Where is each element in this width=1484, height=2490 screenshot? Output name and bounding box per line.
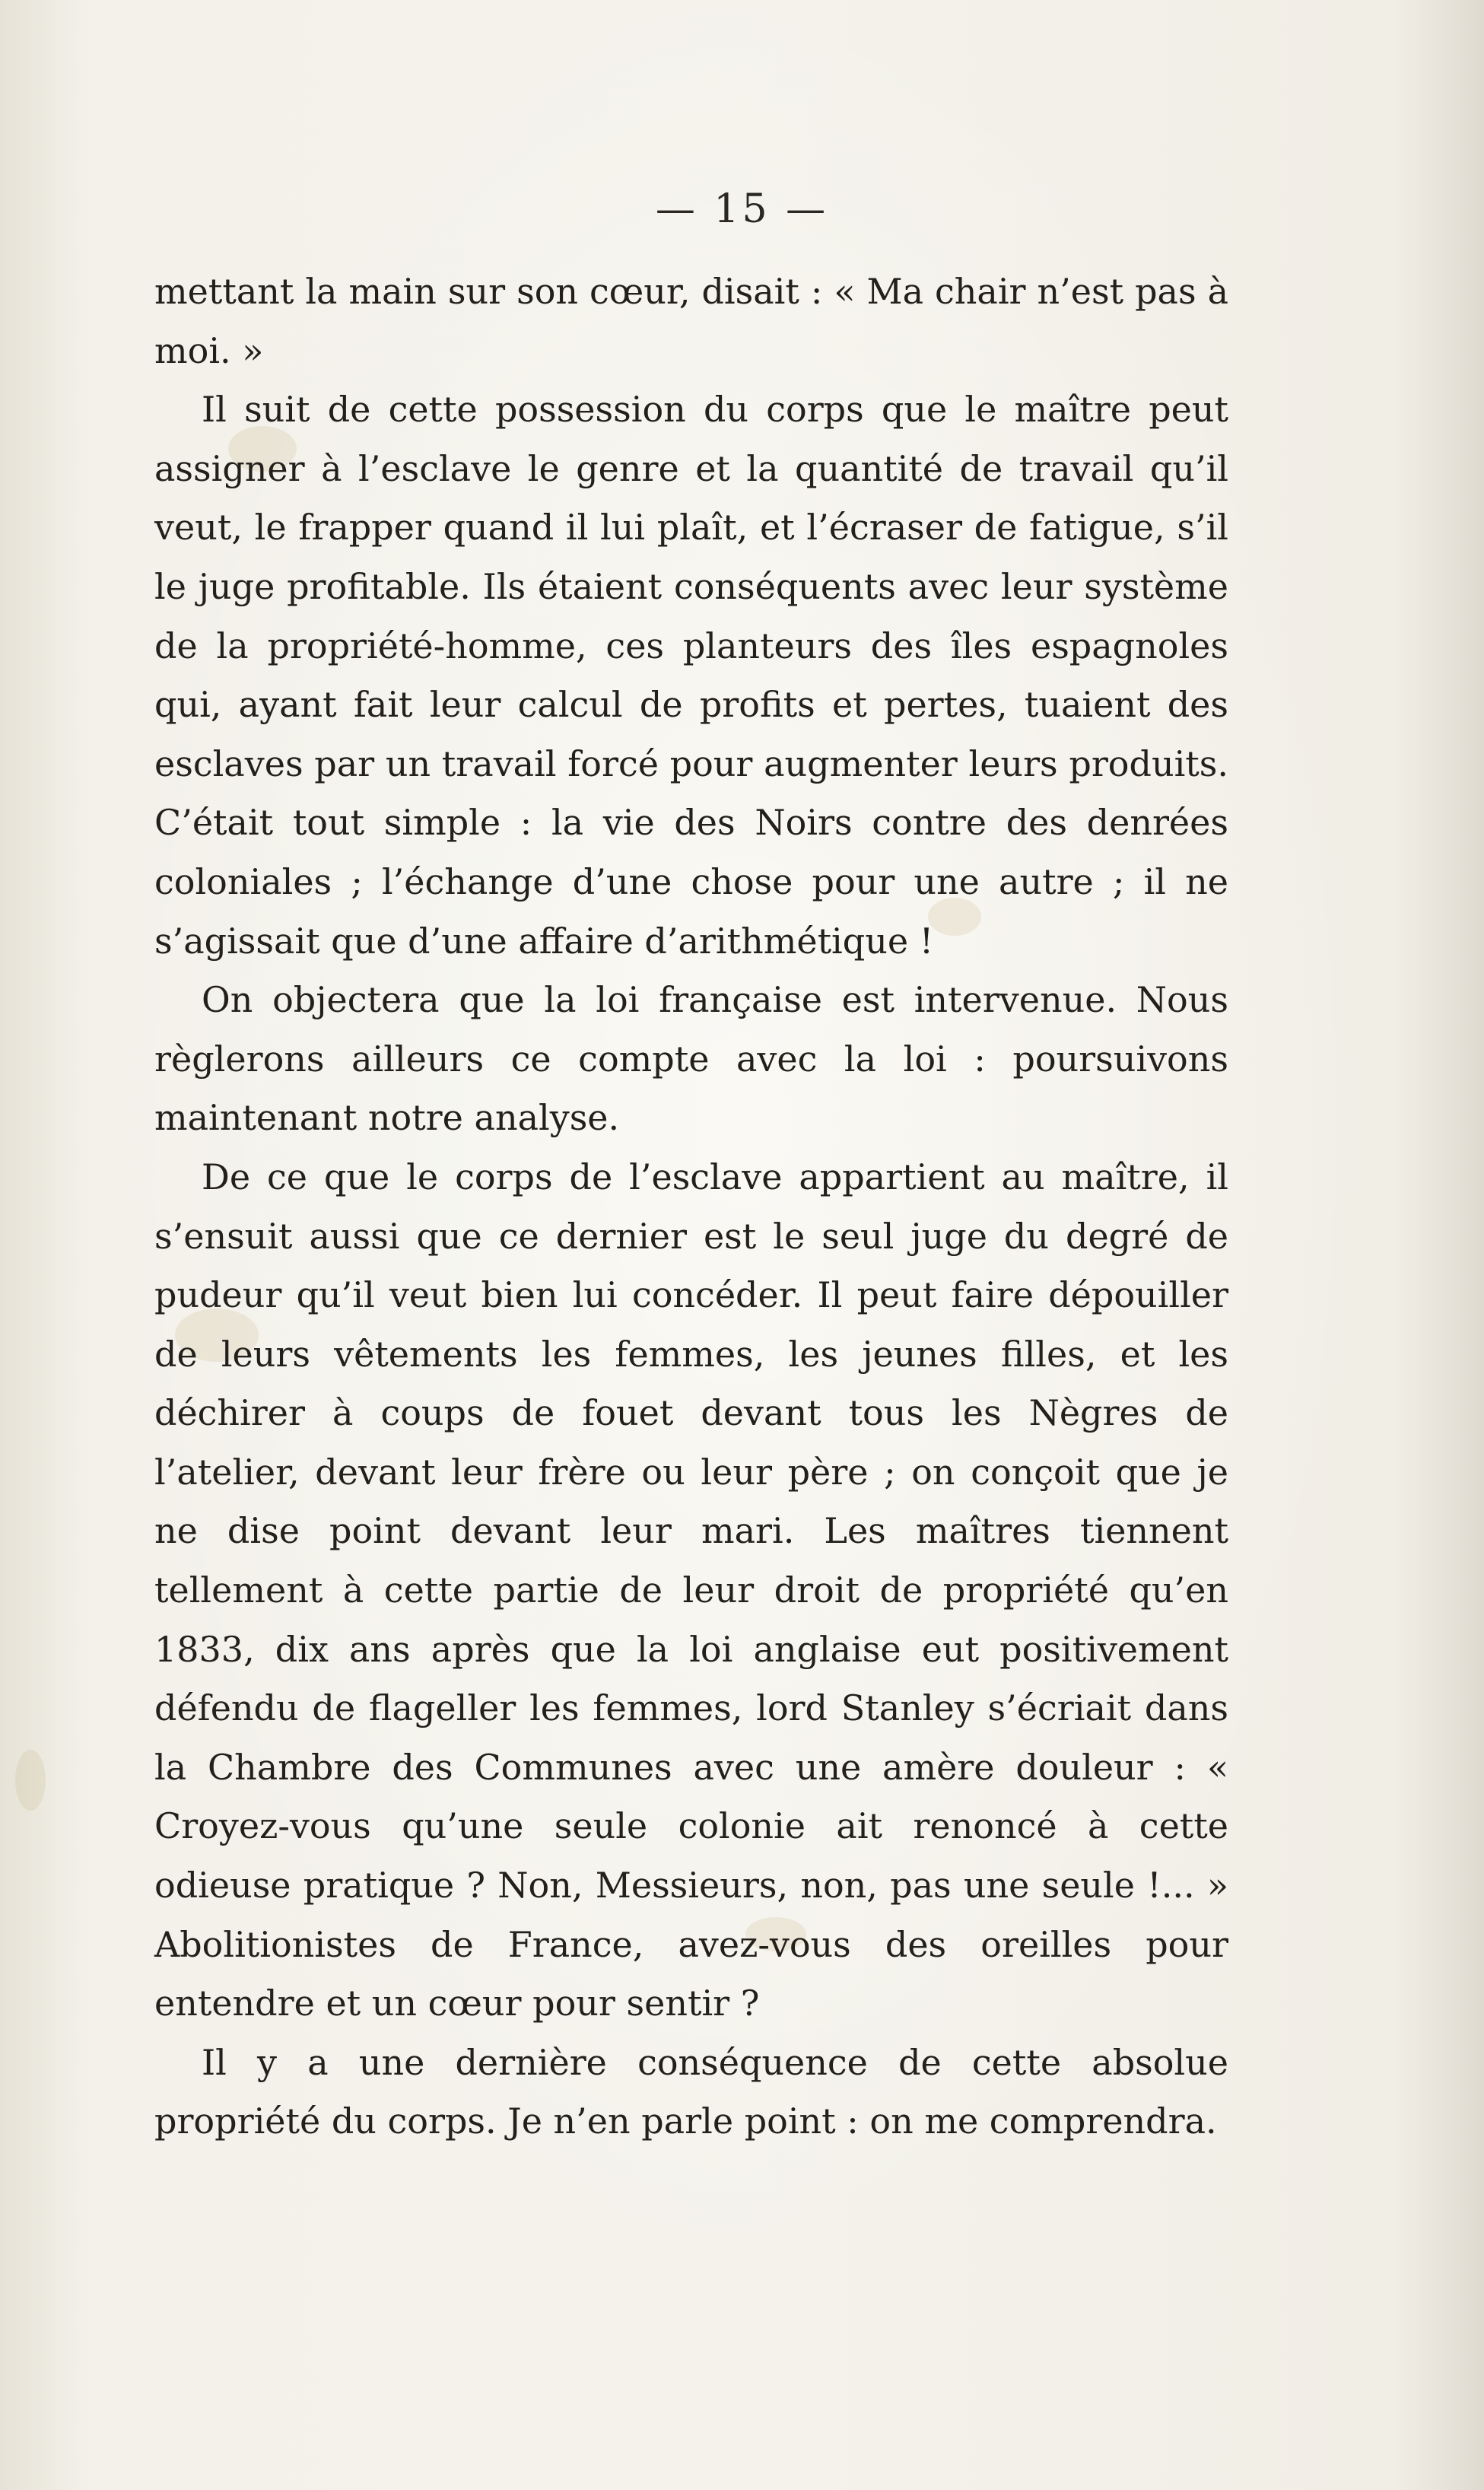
paragraph: De ce que le corps de l’esclave appartient au maître, il s’ensuit aussi que ce dernier est le seul juge du degré de pudeur qu’il veut bien lui concéder. Il peut faire dépouiller de leurs vêtements les femmes, les jeunes filles, et les déchirer à coups de fouet devant tous les Nègres de l’atelier, devant leur frère ou leur père ; on conçoit que je ne dise point devant leur mari. Les maîtres tiennent tellement à cette partie de leur droit de propriété qu’en 1833, dix ans après que la loi anglaise eut positivement défendu de flageller les femmes, lord Stanley s’écriait dans la Chambre des Communes avec une amère douleur : « Croyez-vous qu’une seule colonie ait renoncé à cette odieuse pratique ? Non, Messieurs, non, pas une seule !... » Abolitionistes de France, avez-vous des oreilles pour entendre et un cœur pour sentir ? — [154, 1156, 1228, 2024]
body-text — [154, 262, 1228, 2151]
paragraph: Il suit de cette possession du corps que le maître peut assigner à l’esclave le genre et la quantité de travail qu’il veut, le frapper quand il lui plaît, et l’écraser de fatigue, s’il le juge profitable. Ils étaient conséquents avec leur système de la propriété-homme, ces planteurs des îles espagnoles qui, ayant fait leur calcul de profits et pertes, tuaient des esclaves par un travail forcé pour augmenter leurs produits. C’était tout simple : la vie des Noirs contre des denrées coloniales ; l’échange d’une chose pour une autre ; il ne s’agissait que d’une affaire d’arithmétique ! — [154, 389, 1228, 962]
paragraph: On objectera que la loi française est intervenue. Nous règlerons ailleurs ce compte avec la loi : poursuivons maintenant notre analyse. — [154, 979, 1228, 1139]
paragraph-continuation: mettant la main sur son cœur, disait : « Ma chair n’est pas à moi. » — [154, 271, 1228, 371]
foxing-spot — [15, 1750, 46, 1811]
paragraph: Il y a une dernière conséquence de cette absolue propriété du corps. Je n’en parle point : on me comprendra. — [154, 2041, 1228, 2142]
page-number: — 15 — — [655, 186, 829, 232]
